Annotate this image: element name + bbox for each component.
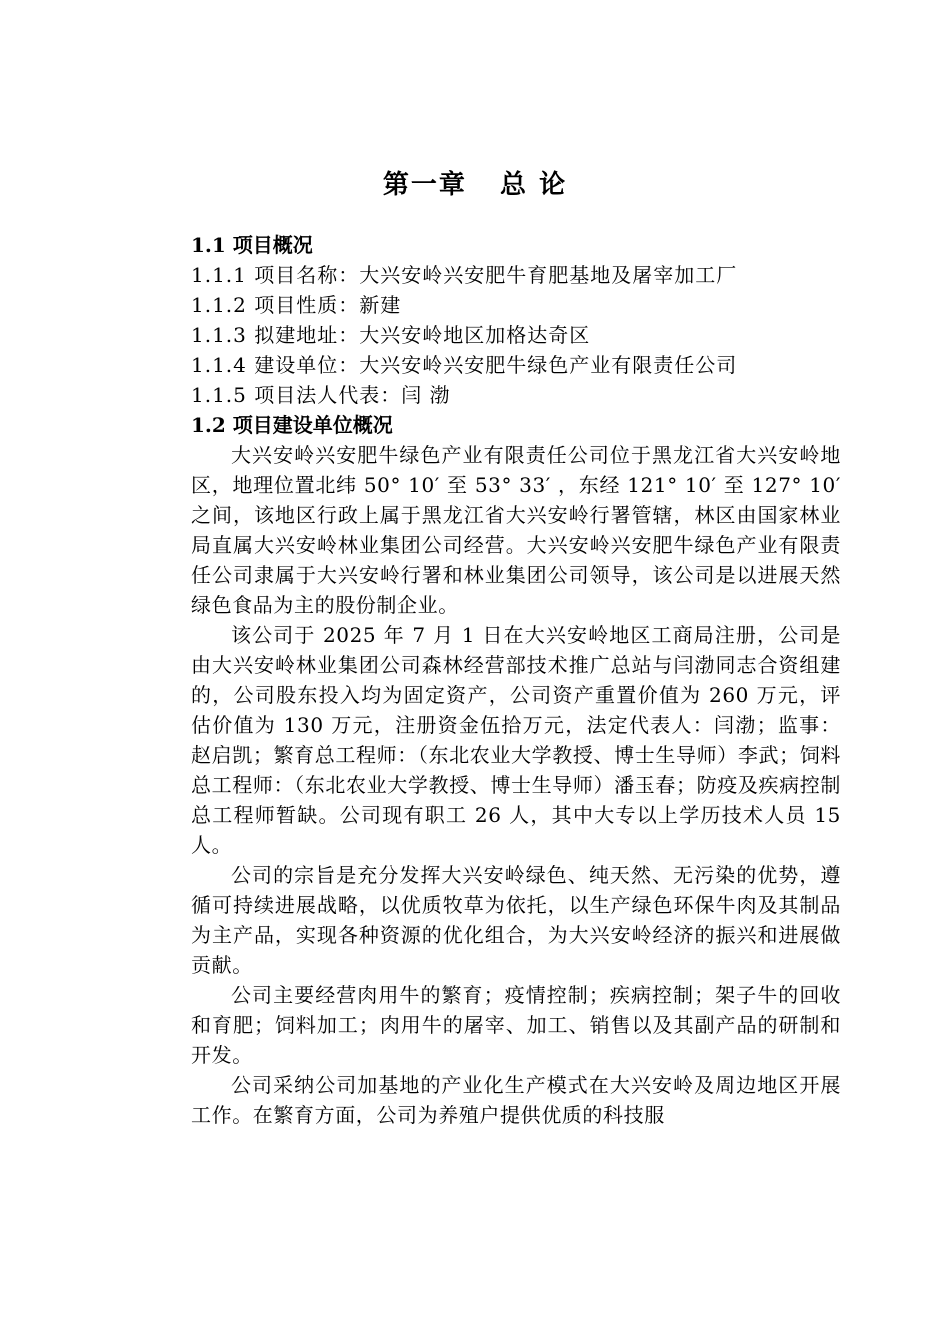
- paragraph-production-model: 公司采纳公司加基地的产业化生产模式在大兴安岭及周边地区开展工作。在繁育方面，公司为养殖户提供优质的科技服: [191, 1073, 841, 1127]
- chapter-title: 第一章 总 论: [382, 170, 568, 200]
- project-name-item: 1.1.1 项目名称：大兴安岭兴安肥牛育肥基地及屠宰加工厂: [191, 263, 738, 287]
- construction-unit-item: 1.1.4 建设单位：大兴安岭兴安肥牛绿色产业有限责任公司: [191, 353, 738, 377]
- legal-representative-item: 1.1.5 项目法人代表：闫 渤: [191, 383, 451, 407]
- paragraph-company-purpose: 公司的宗旨是充分发挥大兴安岭绿色、纯天然、无污染的优势，遵循可持续进展战略，以优质牧草为依托，以生产绿色环保牛肉及其制品为主产品，实现各种资源的优化组合，为大兴安岭经济的振兴和进展做贡献。: [191, 863, 841, 977]
- project-address-item: 1.1.3 拟建地址：大兴安岭地区加格达奇区: [191, 323, 591, 347]
- section-heading-1-2: 1.2 项目建设单位概况: [191, 413, 393, 437]
- document-body: [191, 230, 841, 1130]
- paragraph-company-location: 大兴安岭兴安肥牛绿色产业有限责任公司位于黑龙江省大兴安岭地区，地理位置北纬 50° 10′ 至 53° 33′ ，东经 121° 10′ 至 127° 10′ 之间，该地区行政上属于黑龙江省大兴安岭行署管辖，林区由国家林业局直属大兴安岭林业集团公司经营。大兴安岭兴安肥牛绿色产业有限责任公司隶属于大兴安岭行署和林业集团公司领导，该公司是以进展天然绿色食品为主的股份制企业。: [191, 443, 841, 617]
- project-nature-item: 1.1.2 项目性质：新建: [191, 293, 402, 317]
- section-heading-1-1: 1.1 项目概况: [191, 233, 313, 257]
- paragraph-company-registration: 该公司于 2025 年 7 月 1 日在大兴安岭地区工商局注册，公司是由大兴安岭林业集团公司森林经营部技术推广总站与闫渤同志合资组建的，公司股东投入均为固定资产，公司资产重置价值为 260 万元，评估价值为 130 万元，注册资金伍拾万元，法定代表人：闫渤；监事：赵启凯；繁育总工程师：（东北农业大学教授、博士生导师）李武；饲料总工程师：（东北农业大学教授、博士生导师）潘玉春；防疫及疾病控制总工程师暂缺。公司现有职工 26 人，其中大专以上学历技术人员 15 人。: [191, 623, 841, 857]
- paragraph-business-scope: 公司主要经营肉用牛的繁育；疫情控制；疾病控制；架子牛的回收和育肥；饲料加工；肉用牛的屠宰、加工、销售以及其副产品的研制和开发。: [191, 983, 841, 1067]
